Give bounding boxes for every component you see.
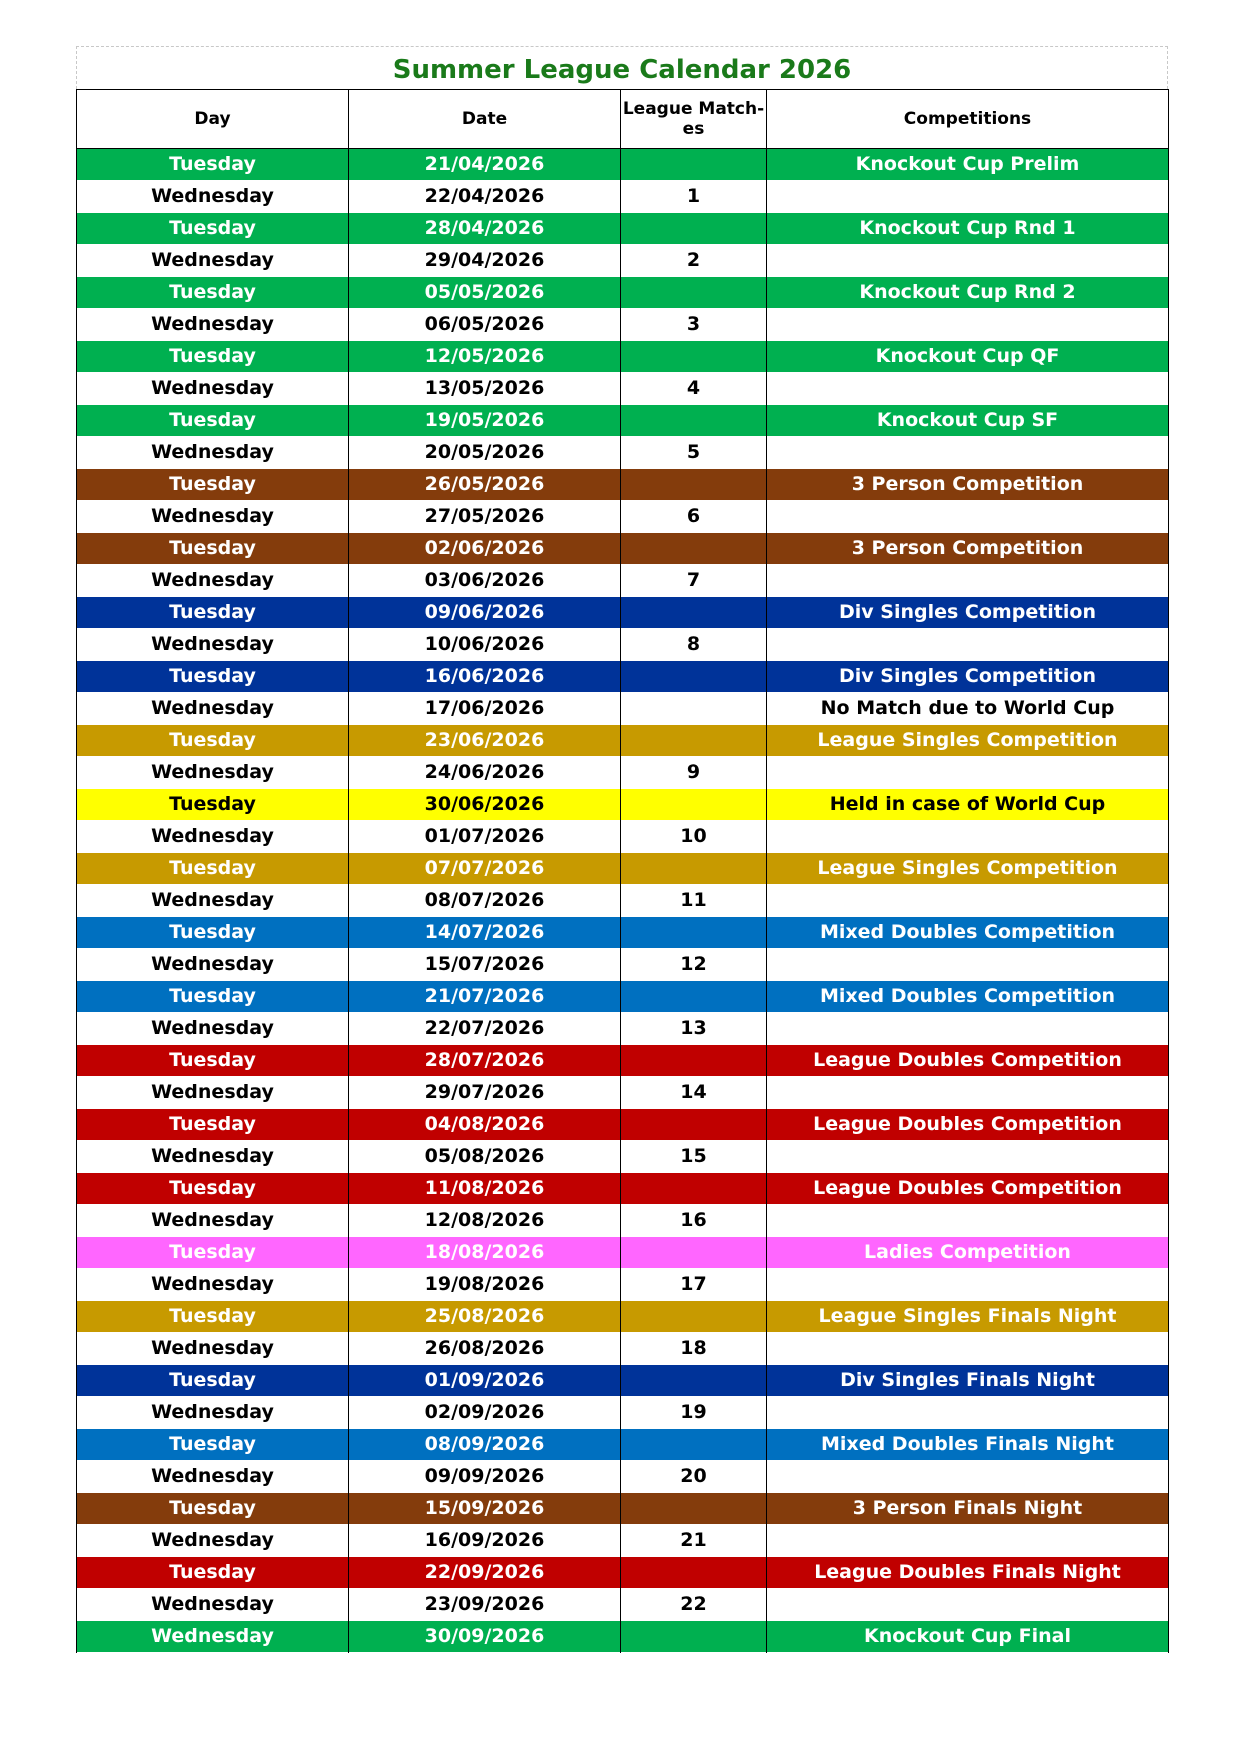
competition-cell: Mixed Doubles Competition: [767, 917, 1169, 949]
table-row: [77, 501, 1169, 533]
day-cell: Wednesday: [77, 821, 349, 853]
day-cell: Wednesday: [77, 437, 349, 469]
day-cell: Wednesday: [77, 1077, 349, 1109]
league-match-cell: [621, 597, 767, 629]
day-cell: Tuesday: [77, 341, 349, 373]
day-cell: Wednesday: [77, 885, 349, 917]
table-row: [77, 1365, 1169, 1397]
date-cell: 22/07/2026: [349, 1013, 621, 1045]
table-row: [77, 437, 1169, 469]
competition-cell: League Doubles Competition: [767, 1109, 1169, 1141]
league-match-cell: [621, 1429, 767, 1461]
table-header: [77, 90, 1169, 149]
date-cell: 05/08/2026: [349, 1141, 621, 1173]
day-cell: Wednesday: [77, 1013, 349, 1045]
date-cell: 25/08/2026: [349, 1301, 621, 1333]
competition-cell: [767, 821, 1169, 853]
table-row: [77, 1173, 1169, 1205]
competition-cell: Knockout Cup Rnd 2: [767, 277, 1169, 309]
competition-cell: [767, 885, 1169, 917]
calendar-table: [76, 89, 1169, 1653]
day-cell: Tuesday: [77, 1557, 349, 1589]
date-cell: 16/09/2026: [349, 1525, 621, 1557]
competition-cell: [767, 1333, 1169, 1365]
header-row: [77, 90, 1169, 149]
competition-cell: [767, 949, 1169, 981]
table-row: [77, 981, 1169, 1013]
day-cell: Tuesday: [77, 469, 349, 501]
table-row: [77, 629, 1169, 661]
table-row: [77, 789, 1169, 821]
competition-cell: Mixed Doubles Competition: [767, 981, 1169, 1013]
day-cell: Tuesday: [77, 149, 349, 181]
day-cell: Tuesday: [77, 597, 349, 629]
table-row: [77, 1589, 1169, 1621]
competition-cell: [767, 309, 1169, 341]
competition-cell: 3 Person Finals Night: [767, 1493, 1169, 1525]
day-cell: Wednesday: [77, 1205, 349, 1237]
day-cell: Tuesday: [77, 853, 349, 885]
day-cell: Tuesday: [77, 725, 349, 757]
league-match-cell: [621, 1109, 767, 1141]
league-match-cell: 17: [621, 1269, 767, 1301]
competition-cell: [767, 1077, 1169, 1109]
day-cell: Tuesday: [77, 277, 349, 309]
league-match-cell: [621, 1301, 767, 1333]
league-match-cell: [621, 661, 767, 693]
day-cell: Tuesday: [77, 405, 349, 437]
date-cell: 02/06/2026: [349, 533, 621, 565]
table-row: [77, 1493, 1169, 1525]
competition-cell: Knockout Cup Prelim: [767, 149, 1169, 181]
day-cell: Wednesday: [77, 501, 349, 533]
date-cell: 12/05/2026: [349, 341, 621, 373]
competition-cell: [767, 501, 1169, 533]
league-match-cell: [621, 213, 767, 245]
competition-cell: League Doubles Competition: [767, 1045, 1169, 1077]
header-league-matches: League Match-es: [621, 90, 767, 149]
table-row: [77, 149, 1169, 181]
table-row: [77, 309, 1169, 341]
date-cell: 01/07/2026: [349, 821, 621, 853]
day-cell: Tuesday: [77, 533, 349, 565]
table-row: [77, 181, 1169, 213]
competition-cell: 3 Person Competition: [767, 533, 1169, 565]
competition-cell: [767, 1013, 1169, 1045]
table-row: [77, 1045, 1169, 1077]
league-match-cell: [621, 533, 767, 565]
date-cell: 27/05/2026: [349, 501, 621, 533]
header-day: Day: [77, 90, 349, 149]
date-cell: 20/05/2026: [349, 437, 621, 469]
league-match-cell: 20: [621, 1461, 767, 1493]
league-match-cell: [621, 405, 767, 437]
competition-cell: [767, 245, 1169, 277]
table-row: [77, 821, 1169, 853]
day-cell: Tuesday: [77, 213, 349, 245]
day-cell: Wednesday: [77, 1589, 349, 1621]
day-cell: Wednesday: [77, 245, 349, 277]
competition-cell: 3 Person Competition: [767, 469, 1169, 501]
table-row: [77, 1013, 1169, 1045]
table-row: [77, 725, 1169, 757]
league-match-cell: 12: [621, 949, 767, 981]
competition-cell: [767, 437, 1169, 469]
league-match-cell: 8: [621, 629, 767, 661]
date-cell: 24/06/2026: [349, 757, 621, 789]
competition-cell: Knockout Cup QF: [767, 341, 1169, 373]
day-cell: Wednesday: [77, 757, 349, 789]
table-row: [77, 1109, 1169, 1141]
league-match-cell: 10: [621, 821, 767, 853]
league-match-cell: 1: [621, 181, 767, 213]
table-row: [77, 373, 1169, 405]
day-cell: Tuesday: [77, 1365, 349, 1397]
league-match-cell: [621, 789, 767, 821]
competition-cell: Knockout Cup SF: [767, 405, 1169, 437]
league-match-cell: [621, 341, 767, 373]
date-cell: 26/05/2026: [349, 469, 621, 501]
table-row: [77, 277, 1169, 309]
competition-cell: [767, 1269, 1169, 1301]
league-match-cell: [621, 277, 767, 309]
day-cell: Wednesday: [77, 1269, 349, 1301]
table-row: [77, 341, 1169, 373]
table-row: [77, 661, 1169, 693]
league-match-cell: [621, 1557, 767, 1589]
table-row: [77, 885, 1169, 917]
table-row: [77, 565, 1169, 597]
table-row: [77, 949, 1169, 981]
calendar-sheet: [76, 46, 1168, 1653]
day-cell: Tuesday: [77, 1429, 349, 1461]
table-row: [77, 533, 1169, 565]
day-cell: Wednesday: [77, 949, 349, 981]
table-row: [77, 693, 1169, 725]
league-match-cell: 19: [621, 1397, 767, 1429]
competition-cell: [767, 565, 1169, 597]
league-match-cell: 5: [621, 437, 767, 469]
day-cell: Tuesday: [77, 1237, 349, 1269]
league-match-cell: 9: [621, 757, 767, 789]
date-cell: 30/06/2026: [349, 789, 621, 821]
competition-cell: [767, 1397, 1169, 1429]
table-body: [77, 149, 1169, 1653]
date-cell: 07/07/2026: [349, 853, 621, 885]
table-row: [77, 405, 1169, 437]
table-row: [77, 1269, 1169, 1301]
day-cell: Tuesday: [77, 789, 349, 821]
date-cell: 09/09/2026: [349, 1461, 621, 1493]
league-match-cell: [621, 853, 767, 885]
date-cell: 22/09/2026: [349, 1557, 621, 1589]
league-match-cell: 18: [621, 1333, 767, 1365]
table-row: [77, 1301, 1169, 1333]
date-cell: 28/07/2026: [349, 1045, 621, 1077]
date-cell: 17/06/2026: [349, 693, 621, 725]
date-cell: 19/05/2026: [349, 405, 621, 437]
date-cell: 13/05/2026: [349, 373, 621, 405]
competition-cell: [767, 1205, 1169, 1237]
date-cell: 26/08/2026: [349, 1333, 621, 1365]
table-row: [77, 1333, 1169, 1365]
league-match-cell: [621, 1045, 767, 1077]
day-cell: Tuesday: [77, 1109, 349, 1141]
competition-cell: Held in case of World Cup: [767, 789, 1169, 821]
date-cell: 05/05/2026: [349, 277, 621, 309]
table-row: [77, 1621, 1169, 1653]
date-cell: 08/09/2026: [349, 1429, 621, 1461]
competition-cell: Mixed Doubles Finals Night: [767, 1429, 1169, 1461]
league-match-cell: 2: [621, 245, 767, 277]
date-cell: 09/06/2026: [349, 597, 621, 629]
day-cell: Wednesday: [77, 1525, 349, 1557]
competition-cell: League Doubles Finals Night: [767, 1557, 1169, 1589]
table-row: [77, 1237, 1169, 1269]
table-row: [77, 1557, 1169, 1589]
league-match-cell: [621, 1237, 767, 1269]
league-match-cell: 4: [621, 373, 767, 405]
date-cell: 28/04/2026: [349, 213, 621, 245]
date-cell: 15/07/2026: [349, 949, 621, 981]
day-cell: Wednesday: [77, 1333, 349, 1365]
competition-cell: [767, 1589, 1169, 1621]
date-cell: 06/05/2026: [349, 309, 621, 341]
league-match-cell: [621, 917, 767, 949]
competition-cell: Div Singles Competition: [767, 661, 1169, 693]
date-cell: 21/07/2026: [349, 981, 621, 1013]
day-cell: Wednesday: [77, 1397, 349, 1429]
league-match-cell: 22: [621, 1589, 767, 1621]
date-cell: 23/06/2026: [349, 725, 621, 757]
league-match-cell: [621, 981, 767, 1013]
day-cell: Tuesday: [77, 981, 349, 1013]
competition-cell: Knockout Cup Rnd 1: [767, 213, 1169, 245]
league-match-cell: 21: [621, 1525, 767, 1557]
competition-cell: Div Singles Finals Night: [767, 1365, 1169, 1397]
league-match-cell: [621, 1173, 767, 1205]
day-cell: Tuesday: [77, 661, 349, 693]
date-cell: 29/07/2026: [349, 1077, 621, 1109]
league-match-cell: [621, 725, 767, 757]
league-match-cell: 7: [621, 565, 767, 597]
date-cell: 21/04/2026: [349, 149, 621, 181]
day-cell: Tuesday: [77, 1301, 349, 1333]
competition-cell: No Match due to World Cup: [767, 693, 1169, 725]
date-cell: 14/07/2026: [349, 917, 621, 949]
date-cell: 30/09/2026: [349, 1621, 621, 1653]
table-row: [77, 1461, 1169, 1493]
competition-cell: League Doubles Competition: [767, 1173, 1169, 1205]
league-match-cell: 14: [621, 1077, 767, 1109]
competition-cell: [767, 629, 1169, 661]
competition-cell: [767, 757, 1169, 789]
league-match-cell: 13: [621, 1013, 767, 1045]
date-cell: 03/06/2026: [349, 565, 621, 597]
day-cell: Wednesday: [77, 693, 349, 725]
date-cell: 19/08/2026: [349, 1269, 621, 1301]
day-cell: Tuesday: [77, 1173, 349, 1205]
day-cell: Wednesday: [77, 1621, 349, 1653]
competition-cell: League Singles Competition: [767, 853, 1169, 885]
competition-cell: Ladies Competition: [767, 1237, 1169, 1269]
table-row: [77, 1429, 1169, 1461]
league-match-cell: [621, 1493, 767, 1525]
day-cell: Wednesday: [77, 565, 349, 597]
league-match-cell: [621, 1621, 767, 1653]
day-cell: Wednesday: [77, 181, 349, 213]
date-cell: 04/08/2026: [349, 1109, 621, 1141]
competition-cell: [767, 1461, 1169, 1493]
date-cell: 10/06/2026: [349, 629, 621, 661]
date-cell: 16/06/2026: [349, 661, 621, 693]
day-cell: Wednesday: [77, 1461, 349, 1493]
day-cell: Wednesday: [77, 309, 349, 341]
date-cell: 18/08/2026: [349, 1237, 621, 1269]
table-row: [77, 597, 1169, 629]
league-match-cell: [621, 149, 767, 181]
day-cell: Wednesday: [77, 373, 349, 405]
table-row: [77, 1525, 1169, 1557]
day-cell: Wednesday: [77, 1141, 349, 1173]
competition-cell: [767, 1141, 1169, 1173]
table-row: [77, 853, 1169, 885]
competition-cell: Knockout Cup Final: [767, 1621, 1169, 1653]
day-cell: Tuesday: [77, 1045, 349, 1077]
competition-cell: League Singles Finals Night: [767, 1301, 1169, 1333]
date-cell: 08/07/2026: [349, 885, 621, 917]
league-match-cell: 3: [621, 309, 767, 341]
date-cell: 01/09/2026: [349, 1365, 621, 1397]
league-match-cell: [621, 469, 767, 501]
date-cell: 02/09/2026: [349, 1397, 621, 1429]
table-row: [77, 1205, 1169, 1237]
table-row: [77, 917, 1169, 949]
table-row: [77, 757, 1169, 789]
competition-cell: Div Singles Competition: [767, 597, 1169, 629]
table-row: [77, 1397, 1169, 1429]
table-row: [77, 245, 1169, 277]
league-match-cell: 16: [621, 1205, 767, 1237]
league-match-cell: 11: [621, 885, 767, 917]
competition-cell: [767, 373, 1169, 405]
date-cell: 29/04/2026: [349, 245, 621, 277]
table-row: [77, 1141, 1169, 1173]
date-cell: 12/08/2026: [349, 1205, 621, 1237]
header-competitions: Competitions: [767, 90, 1169, 149]
competition-cell: [767, 1525, 1169, 1557]
competition-cell: League Singles Competition: [767, 725, 1169, 757]
day-cell: Wednesday: [77, 629, 349, 661]
header-date: Date: [349, 90, 621, 149]
title-box: [76, 46, 1168, 89]
day-cell: Tuesday: [77, 1493, 349, 1525]
league-match-cell: 15: [621, 1141, 767, 1173]
date-cell: 11/08/2026: [349, 1173, 621, 1205]
date-cell: 15/09/2026: [349, 1493, 621, 1525]
league-match-cell: [621, 693, 767, 725]
date-cell: 23/09/2026: [349, 1589, 621, 1621]
date-cell: 22/04/2026: [349, 181, 621, 213]
day-cell: Tuesday: [77, 917, 349, 949]
table-row: [77, 213, 1169, 245]
competition-cell: [767, 181, 1169, 213]
page-title: Summer League Calendar 2026: [392, 55, 852, 85]
table-row: [77, 1077, 1169, 1109]
league-match-cell: 6: [621, 501, 767, 533]
league-match-cell: [621, 1365, 767, 1397]
table-row: [77, 469, 1169, 501]
